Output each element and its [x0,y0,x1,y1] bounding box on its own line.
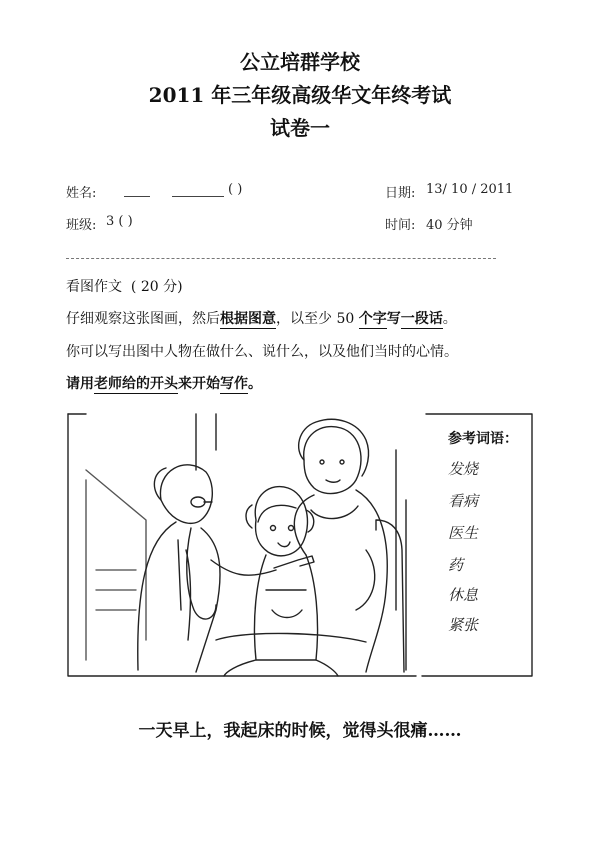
vocab-title: 参考词语： [448,431,518,447]
vocab-word-4: 药 [448,556,464,574]
instruction-line-2: 你可以写出图中人物在做什么、说什么，以及他们当时的心情。 [66,344,458,360]
vocab-word-2: 看病 [448,492,479,510]
time-label: 时间: [385,218,416,233]
picture-frame [68,414,416,676]
vocab-word-5: 休息 [448,586,479,604]
vocab-word-1: 发烧 [448,460,479,478]
vocab-word-3: 医生 [448,524,479,542]
name-label: 姓名: [66,186,97,201]
doctor-head [160,465,212,524]
instruction-line-1: 仔细观察这张图画，然后根据图意，以至少 50 个字写一段话。 [66,311,457,327]
picture-illustration [66,410,534,680]
section-title: 看图作文 [66,279,122,295]
date-label: 日期: [385,186,416,201]
instruction-line-3: 请用老师给的开头来开始写作。 [66,376,262,392]
exam-title: 2011 年三年级高级华文年终考试 [148,83,452,107]
vocab-word-6: 紧张 [448,616,479,634]
class-label: 班级: [66,218,97,233]
name-blank-2[interactable] [172,196,224,197]
name-blank-1[interactable] [124,196,150,197]
time-value: 40 分钟 [426,218,473,233]
date-value: 13/ 10 / 2011 [426,182,514,197]
doctor-arm [211,560,276,575]
school-name: 公立培群学校 [240,50,360,74]
section-heading [66,276,183,296]
section-marks: ( 20 分) [130,279,183,295]
opening-sentence: 一天早上，我起床的时候，觉得头很痛…… [138,721,462,741]
class-value: 3 ( ) [106,214,133,229]
name-paren: ( ) [228,182,243,197]
separator-line [66,258,496,259]
mother-head [304,427,361,494]
paper-title: 试卷一 [270,116,330,140]
vocab-frame [422,414,532,676]
